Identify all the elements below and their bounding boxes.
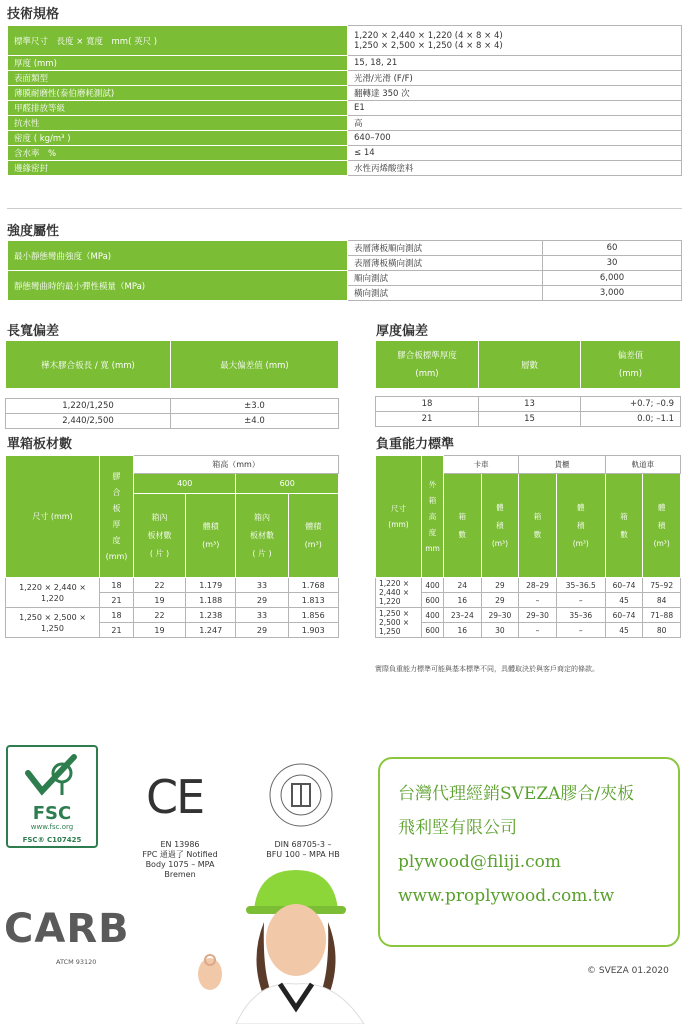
load-cell: 29–30	[481, 608, 519, 623]
specs-value: E1	[348, 101, 682, 116]
ce-text-line: Body 1075 – MPA	[145, 860, 215, 869]
specs-value: 水性丙烯酸塗料	[348, 161, 682, 176]
specs-row	[8, 71, 682, 86]
contact-line1: 台灣代理經銷SVEZA膠合/夾板	[398, 784, 635, 804]
header-char: 體	[577, 502, 585, 512]
specs-value-line: 1,250 × 2,500 × 1,250 (4 × 8 × 4)	[354, 40, 503, 51]
contact-line2: 飛利堅有限公司	[398, 818, 517, 838]
load-cell: 600	[422, 623, 444, 638]
length-dev-cell: ±3.0	[171, 399, 339, 414]
crate-cell: 29	[236, 623, 288, 638]
specs-label: 甲醛排放等級	[8, 101, 348, 116]
fsc-logo	[6, 745, 98, 848]
strength-label-2: 靜態彎曲時的最小彈性模量（MPa)	[8, 271, 348, 301]
header-char: 外	[428, 479, 437, 489]
header-char: 膠	[112, 471, 121, 481]
header-char: 數	[533, 529, 542, 539]
crate-cell: 1.768	[288, 578, 339, 593]
crate-600-header: 600	[236, 474, 339, 494]
specs-row	[8, 116, 682, 131]
specs-value: ≤ 14	[348, 146, 682, 161]
size-line: 1,250	[41, 623, 64, 633]
size-line: 1,220 ×	[379, 579, 410, 588]
header-char: 箱	[620, 511, 628, 521]
crate-title: 單箱板材數	[7, 437, 73, 452]
load-container-header: 貨櫃	[519, 456, 606, 474]
header-char: 度	[428, 527, 437, 537]
worker-illustration	[196, 862, 406, 1024]
specs-label: 密度 ( kg/m³ )	[8, 131, 348, 146]
load-crates-header	[519, 474, 557, 578]
ce-text-line: Bremen	[164, 870, 196, 879]
load-size-cell	[376, 578, 422, 608]
strength-test: 表層薄板順向測試	[348, 241, 543, 256]
specs-title: 技術規格	[7, 7, 60, 22]
specs-value: 光滑/光滑 (F/F)	[348, 71, 682, 86]
length-dev-cell: ±4.0	[171, 414, 339, 429]
crate-volume-header	[288, 494, 339, 578]
crate-size-cell	[6, 578, 100, 608]
load-rail-header: 軌道車	[605, 456, 680, 474]
thick-dev-cell: 21	[376, 412, 479, 427]
header-line: ( 片 )	[149, 548, 170, 558]
crate-cell: 1.247	[186, 623, 236, 638]
strength-title: 強度屬性	[7, 224, 60, 239]
load-crates-header	[605, 474, 643, 578]
header-char: 體	[657, 502, 666, 512]
strength-test: 表層薄板橫向測試	[348, 256, 543, 271]
header-line: (mm)	[388, 519, 409, 529]
strength-value: 3,000	[543, 286, 682, 301]
crate-cell: 1.903	[288, 623, 339, 638]
header-char: (m³)	[491, 538, 508, 548]
header-char: (m³)	[572, 538, 589, 548]
crate-400-header: 400	[134, 474, 236, 494]
specs-row	[8, 131, 682, 146]
specs-table	[7, 25, 682, 176]
header-line: (m³)	[202, 539, 220, 549]
load-cell: 35–36	[556, 608, 605, 623]
specs-label: 薄膜耐磨性(泰伯磨耗測試)	[8, 86, 348, 101]
crate-cell: 18	[100, 608, 134, 623]
load-cell: 30	[481, 623, 519, 638]
size-line: 1,250 ×	[379, 609, 410, 618]
crate-cell: 19	[134, 593, 186, 608]
mpa-seal-icon	[268, 762, 334, 828]
thick-dev-cell: 13	[479, 397, 581, 412]
specs-value: 15, 18, 21	[348, 56, 682, 71]
strength-value: 6,000	[543, 271, 682, 286]
specs-value-line: 1,220 × 2,440 × 1,220 (4 × 8 × 4)	[354, 30, 503, 41]
header-line: ( 片 )	[252, 548, 272, 558]
header-char: (m³)	[653, 538, 670, 548]
crate-pieces-header	[236, 494, 288, 578]
size-line: 1,250 × 2,500 ×	[19, 612, 86, 622]
length-dev-cell: 2,440/2,500	[6, 414, 171, 429]
specs-label: 邊緣密封	[8, 161, 348, 176]
crate-cell: 1.238	[186, 608, 236, 623]
header-char: 厚	[112, 519, 121, 529]
fsc-url: www.fsc.org	[30, 823, 74, 831]
load-cell: 600	[422, 593, 444, 608]
specs-label: 抗水性	[8, 116, 348, 131]
header-line: 板材數	[147, 530, 172, 540]
load-title: 負重能力標準	[376, 437, 455, 452]
thick-dev-cell: 0.0; –1.1	[581, 412, 681, 427]
length-dev-title: 長寬偏差	[7, 324, 60, 339]
header-char: 高	[428, 511, 437, 521]
contact-email[interactable]: plywood@filiji.com	[398, 852, 562, 872]
header-char: 箱	[458, 511, 467, 521]
specs-row	[8, 86, 682, 101]
header-char: 積	[577, 520, 585, 530]
length-dev-header: 最大偏差值 (mm)	[171, 341, 339, 389]
load-cell: 60–74	[605, 578, 643, 593]
length-dev-header: 樺木膠合板長 / 寬 (mm)	[6, 341, 171, 389]
header-line: 尺寸	[391, 503, 406, 513]
specs-label: 含水率 %	[8, 146, 348, 161]
crate-cell: 22	[134, 608, 186, 623]
header-line: (m³)	[304, 539, 322, 549]
load-cell: 80	[643, 623, 681, 638]
thick-dev-cell: +0.7; –0.9	[581, 397, 681, 412]
crate-cell: 29	[236, 593, 288, 608]
load-cell: –	[556, 623, 605, 638]
load-size-header	[376, 456, 422, 578]
ce-text-line: FPC 通過了 Notified	[142, 850, 218, 859]
specs-value: 高	[348, 116, 682, 131]
load-size-cell	[376, 608, 422, 638]
strength-label-1: 最小靜態彎曲強度（MPa)	[8, 241, 348, 271]
fsc-code: FSC® C107425	[22, 836, 82, 844]
strength-test: 橫向測試	[348, 286, 543, 301]
crate-cell: 19	[134, 623, 186, 638]
header-char: 數	[620, 529, 628, 539]
atcm-text: ATCM 93120	[56, 958, 97, 966]
load-cell: 400	[422, 578, 444, 593]
header-char: (mm)	[105, 551, 128, 561]
crate-size-header: 尺寸 (mm)	[6, 456, 100, 578]
specs-row	[8, 146, 682, 161]
contact-website[interactable]: www.proplywood.com.tw	[398, 886, 615, 906]
thick-dev-header-line: (mm)	[415, 368, 439, 379]
fsc-label: FSC	[32, 803, 72, 824]
load-cell: 16	[444, 593, 482, 608]
load-cell: 29	[481, 593, 519, 608]
thick-dev-title: 厚度偏差	[376, 324, 429, 339]
header-char: 合	[112, 487, 121, 497]
thick-dev-table	[375, 340, 681, 427]
crate-cell: 21	[100, 593, 134, 608]
tree-check-icon	[22, 753, 82, 801]
copyright: © SVEZA 01.2020	[587, 966, 669, 976]
load-cell: 45	[605, 623, 643, 638]
specs-row	[8, 101, 682, 116]
load-cell: 24	[444, 578, 482, 593]
size-line: 1,220 × 2,440 ×	[19, 582, 86, 592]
specs-row	[8, 26, 682, 56]
size-line: 1,220	[41, 593, 64, 603]
crate-cell: 1.188	[186, 593, 236, 608]
crate-cell: 18	[100, 578, 134, 593]
din-text-line: BFU 100 – MPA HB	[266, 850, 340, 859]
load-cell: 84	[643, 593, 681, 608]
length-dev-table	[5, 340, 339, 429]
strength-table	[7, 240, 682, 301]
specs-value: 翻轉達 350 次	[348, 86, 682, 101]
load-cell: –	[519, 623, 557, 638]
load-cell: 71–88	[643, 608, 681, 623]
load-crates-header	[444, 474, 482, 578]
crate-height-header: 箱高（mm）	[134, 456, 339, 474]
header-char: 箱	[533, 511, 542, 521]
load-cell: 45	[605, 593, 643, 608]
load-cell: 28–29	[519, 578, 557, 593]
crate-cell: 33	[236, 578, 288, 593]
strength-value: 60	[543, 241, 682, 256]
thick-dev-header: 層數	[479, 341, 581, 389]
load-truck-header: 卡車	[444, 456, 519, 474]
header-char: 積	[657, 520, 666, 530]
crate-thickness-header	[100, 456, 134, 578]
crate-pieces-header	[134, 494, 186, 578]
header-char: 積	[496, 520, 504, 530]
load-volume-header	[481, 474, 519, 578]
header-char: 度	[112, 535, 121, 545]
specs-label: 表面類型	[8, 71, 348, 86]
load-table	[375, 455, 681, 638]
specs-label: 厚度 (mm)	[8, 56, 348, 71]
thick-dev-cell: 15	[479, 412, 581, 427]
din-text-line: DIN 68705-3 –	[274, 840, 332, 849]
specs-label: 標準尺寸 長度 × 寬度 mm( 英尺 )	[8, 26, 348, 56]
thick-dev-header	[376, 341, 479, 389]
crate-volume-header	[186, 494, 236, 578]
header-char: 箱	[428, 495, 437, 505]
din-text	[248, 840, 358, 860]
header-line: 板材數	[249, 530, 274, 540]
thick-dev-header	[581, 341, 681, 389]
crate-cell: 1.813	[288, 593, 339, 608]
load-volume-header	[643, 474, 681, 578]
load-cell: –	[556, 593, 605, 608]
specs-value: 640–700	[348, 131, 682, 146]
load-cell: 16	[444, 623, 482, 638]
header-char: 數	[458, 529, 467, 539]
size-line: 1,220	[379, 597, 401, 606]
load-cell: 23–24	[444, 608, 482, 623]
thick-dev-cell: 18	[376, 397, 479, 412]
load-cell: 29–30	[519, 608, 557, 623]
contact-box	[378, 757, 680, 947]
crate-cell: 21	[100, 623, 134, 638]
size-line: 2,440 ×	[379, 588, 410, 597]
strength-value: 30	[543, 256, 682, 271]
carb-logo: CARB	[4, 906, 130, 952]
load-height-header	[422, 456, 444, 578]
load-volume-header	[556, 474, 605, 578]
size-line: 1,250	[379, 627, 401, 636]
header-line: 體積	[305, 521, 322, 531]
thick-dev-header-line: 偏差值	[617, 350, 644, 361]
ce-text-line: EN 13986	[160, 840, 200, 849]
header-line: 箱內	[253, 512, 270, 522]
header-line: 箱內	[151, 512, 168, 522]
header-char: mm	[425, 543, 440, 553]
load-cell: 400	[422, 608, 444, 623]
header-line: 體積	[202, 521, 219, 531]
size-line: 2,500 ×	[379, 618, 410, 627]
length-dev-cell: 1,220/1,250	[6, 399, 171, 414]
load-cell: 75–92	[643, 578, 681, 593]
crate-cell: 22	[134, 578, 186, 593]
specs-value	[348, 26, 682, 56]
thick-dev-header-line: (mm)	[618, 368, 643, 379]
thick-dev-header-line: 膠合板標準厚度	[397, 350, 457, 361]
crate-cell: 1.179	[186, 578, 236, 593]
load-cell: 35–36.5	[556, 578, 605, 593]
specs-bottom-line	[7, 208, 682, 209]
strength-test: 順向測試	[348, 271, 543, 286]
specs-row	[8, 161, 682, 176]
load-note: 實際負重能力標準可能與基本標準不同，具體取決於與客戶商定的條款。	[375, 665, 599, 673]
crate-cell: 33	[236, 608, 288, 623]
load-cell: –	[519, 593, 557, 608]
load-cell: 29	[481, 578, 519, 593]
specs-row	[8, 56, 682, 71]
crate-cell: 1.856	[288, 608, 339, 623]
crate-table	[5, 455, 339, 638]
crate-size-cell	[6, 608, 100, 638]
header-char: 板	[112, 503, 121, 513]
header-char: 體	[496, 502, 504, 512]
load-cell: 60–74	[605, 608, 643, 623]
ce-mark-icon: CE	[146, 770, 204, 824]
